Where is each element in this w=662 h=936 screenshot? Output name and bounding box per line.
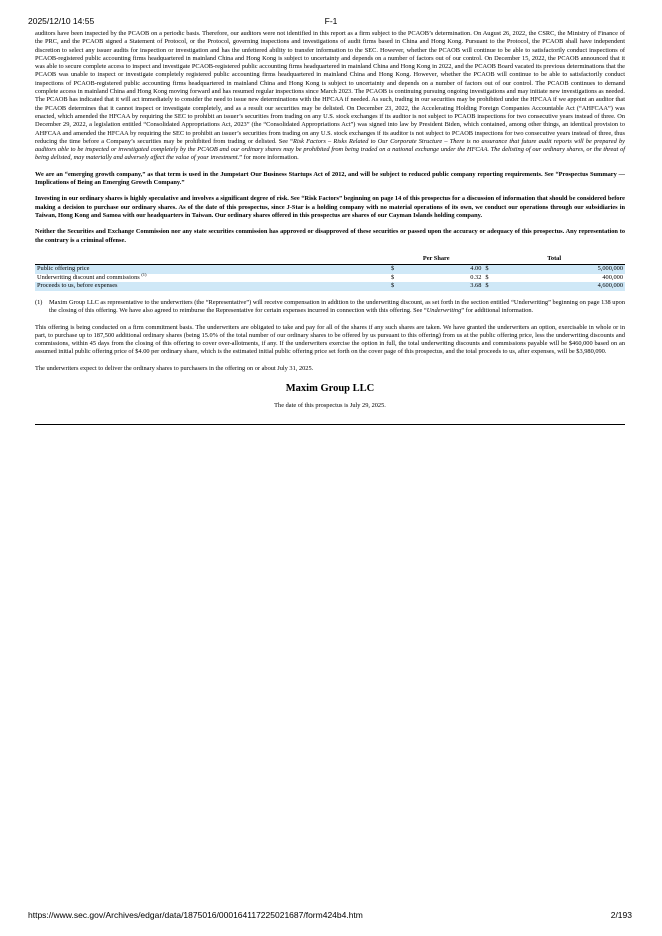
prospectus-body [35,30,625,425]
paragraph-risk-warning: Investing in our ordinary shares is highly speculative and involves a significant degree of risk. See “Risk Factors” beginning on page 14 of this prospectus for a discussion of information that should be considered before making a decision to purchase our ordinary shares. As of the date of this prospectus, since J-Star is a holding company with no material operations of its own, we conduct our operations through our subsidiaries in Taiwan, Hong Kong and Samoa with our headquarters in Taiwan. Our ordinary shares offered in this prospectus are shares of our Cayman Islands holding company. [35,195,625,219]
table-row: Proceeds to us, before expenses $ 3.68 $ 4,600,000 [37,282,623,290]
divider [35,424,625,425]
row-label: Public offering price [35,265,389,274]
column-header-per-share: Per Share [389,254,483,265]
footnote-underwriting [35,299,625,316]
row-label: Underwriting discount and commissions $^{(1)}$ [37,271,147,281]
total-value: 5,000,000 [501,265,625,274]
paragraph-firm-commitment: This offering is being conducted on a firm commitment basis. The underwriters are obligated to take and pay for all of the shares if any such shares are taken. We have granted the underwriters an option, exercisable in whole or in part, to purchase up to 187,500 additional ordinary shares (being 15.0% of the total number of our ordinary shares to be offered by us pursuant to this offering) from us at the public offering price, less the underwriting discounts and commissions, within 45 days from the closing of this offering to cover over-allotments, if any. If the underwriters exercise the option in full, the total underwriting discounts and commissions payable will be $460,000 based on an assumed initial public offering price of $4.00 per ordinary share, which is the estimated initial public offering price set forth on the cover page of this prospectus, and the total proceeds to us, after expenses, will be $3,980,090. [35,323,625,356]
table-header-row [35,254,625,265]
footnote-text: Maxim Group LLC as representative to the underwriters (the “Representative”) will receive compensation in addition to the underwriting discount, as set forth in the section entitled “Underwriting” beginning on page 138 upon the closing of this offering. We have also agreed to reimburse the Representative for certain expenses incurred in connection with this offering. See “Underwriting” for additional information. [49,298,625,315]
risk-factor-reference: Risk Factors – Risks Related to Our Corporate Structure – There is no assurance that future audit reports will be prepared by auditors able to be inspected or investigated completely by the PCAOB and our ordinary shares may be prohibited from being traded on a national exchange under the HFCAA. The delisting of our ordinary shares, or the threat of being delisted, may materially and adversely affect the value of your investment. [35,137,625,162]
per-share-value: 3.68 [407,282,484,291]
paragraph-pcaob: auditors have been inspected by the PCAOB on a periodic basis. Therefore, our auditors were not identified in this report as a firm subject to the PCAOB’s determination. On August 26, 2022, the CSRC, the Ministry of Finance of the PRC, and the PCAOB signed a Statement of Protocol, or the Protocol, governing inspections and investigations of audit firms based in China and Hong Kong. Pursuant to the Protocol, the PCAOB shall have independent discretion to select any issuer audits for inspection or investigation and has the unfettered ability to transfer information to the SEC. However, whether the PCAOB will continue to be able to satisfactorily conduct inspections of PCAOB-registered public accounting firms headquartered in mainland China and Hong Kong is subject to uncertainty and depends on a number of factors out of our control. On December 15, 2022, the PCAOB announced that it was able to secure complete access to inspect and investigate PCAOB-registered public accounting firms headquartered in mainland China and Hong Kong in 2022, and the PCAOB Board vacated its previous determinations that the PCAOB was unable to inspect or investigate completely registered public accounting firms headquartered in mainland China and Hong Kong. However, whether the PCAOB will continue to be able to satisfactorily conduct inspections of PCAOB-registered public accounting firms headquartered in mainland China and Hong Kong is subject to uncertainty and depends on a number of factors out of our control. The PCAOB continues to demand complete access in mainland China and Hong Kong moving forward and has resumed regular inspections since March 2023. The PCAOB is continuing pursuing ongoing investigations and may initiate new investigations as needed. The PCAOB has indicated that it will act immediately to consider the need to issue new determinations with the HFCAA if needed. As such, trading in our securities may be prohibited under the HFCAA if we appoint an auditor that the PCAOB determines that it cannot inspect or investigate completely, and as a result our securities may be delisted. On December 23, 2022, the Accelerating Holding Foreign Companies Accountable Act (“AHFCAA”) was enacted, which amended the HFCAA by requiring the SEC to prohibit an issuer’s securities from trading on any U.S. stock exchanges if its auditor is not subject to PCAOB inspections for two consecutive years instead of three. On December 29, 2022, a legislation entitled “Consolidated Appropriations Act, 2023” (the “Consolidated Appropriations Act”) was signed into law by President Biden, which contained, among other things, an identical provision to AHFCAA and amended the HFCAA by requiring the SEC to prohibit an issuer’s securities from trading on any U.S. stock exchanges if its auditor is not subject to PCAOB inspections for two consecutive years instead of three, thus reducing the time before a Company’s securities may be prohibited from trading or delisted. See “Risk Factors – Risks Related to Our Corporate Structure – There is no assurance that future audit reports will be prepared by auditors able to be inspected or investigated completely by the PCAOB and our ordinary shares may be prohibited from being traded on a national exchange under the HFCAA. The delisting of our ordinary shares, or the threat of being delisted, may materially and adversely affect the value of your investment.” for more information. [35,30,625,162]
underwriter-name: Maxim Group LLC [285,382,375,394]
paragraph-sec-disclaimer: Neither the Securities and Exchange Commission nor any state securities commission has approved or disapproved of these securities or passed upon the accuracy or adequacy of this prospectus. Any representation to the contrary is a criminal offense. [35,228,625,244]
paragraph-delivery: The underwriters expect to deliver the ordinary shares to purchasers in the offering on or about July 31, 2025. [35,364,314,372]
table-row: Public offering price $ 4.00 $ 5,000,000 [37,265,623,273]
total-value: 4,600,000 [501,282,625,291]
table-row: Underwriting discount and commissions $^{(1)}$ $ 0.32 $ 400,000 [37,271,623,281]
footer-url: https://www.sec.gov/Archives/edgar/data/1875016/000164117225021687/form424b4.htm [28,910,363,920]
print-datetime: 2025/12/10 14:55 [28,16,95,26]
per-share-value: 4.00 [407,265,484,274]
paragraph-emerging-growth: We are an “emerging growth company,” as that term is used in the Jumpstart Our Business Startups Act of 2012, and will be subject to reduced public company reporting requirements. See “Prospectus Summary — Implications of Being an Emerging Growth Company.” [35,170,625,187]
prospectus-date: The date of this prospectus is July 29, 2025. [274,401,386,409]
offering-pricing-table [35,254,625,291]
column-header-total: Total [483,254,625,265]
page-title: F-1 [324,16,338,26]
row-label: Proceeds to us, before expenses [35,282,389,291]
total-value: 400,000 [602,273,623,281]
page-number: 2/193 [610,910,632,920]
footnote-mark: (1) [35,298,43,306]
per-share-value: 0.32 [470,273,482,281]
